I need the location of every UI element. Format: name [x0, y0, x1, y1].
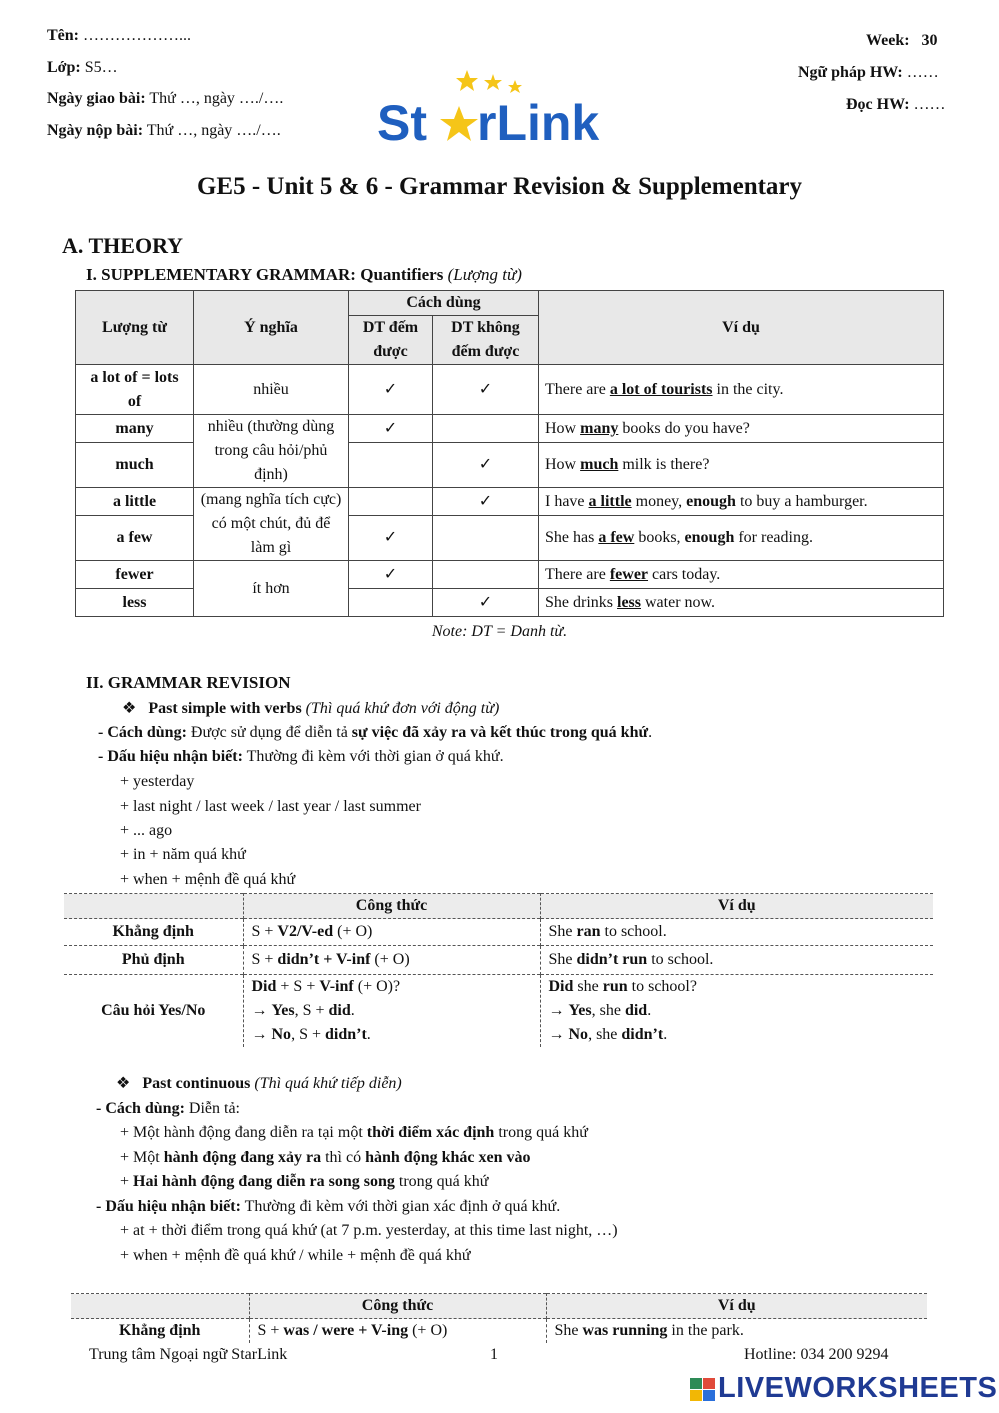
quantifier-example: I have a little money, enough to buy a hamburger.	[539, 488, 944, 516]
formula-cell: Did + S + V-inf (+ O)? → Yes, S + did. → No, S + didn’t.	[243, 975, 540, 1048]
example-cell: She ran to school.	[540, 919, 933, 946]
past-simple-table	[64, 893, 933, 1047]
quantifier-word: a little	[76, 488, 194, 516]
quantifier-example: How many books do you have?	[539, 415, 944, 443]
header-cach-dung: Cách dùng	[349, 291, 539, 316]
row-label: Khẳng định	[119, 1322, 201, 1339]
reading-hw-field: Đọc HW: ……	[846, 96, 946, 113]
footer-hotline: Hotline: 034 200 9294	[744, 1346, 889, 1363]
quantifier-word: many	[76, 415, 194, 443]
row-label: Phủ định	[121, 951, 185, 968]
sign-item: + last night / last week / last year / last summer	[120, 798, 421, 815]
section-a-heading: A. THEORY	[62, 233, 184, 258]
table-note: Note: DT = Danh từ.	[431, 623, 568, 640]
check-icon: ✓	[349, 561, 433, 589]
example-cell: Did she run to school? → Yes, she did. → No, she didn’t.	[540, 975, 933, 1048]
quantifier-word: fewer	[76, 561, 194, 589]
header-example: Ví dụ	[540, 894, 933, 919]
assign-date-field: Ngày giao bài: Thứ …, ngày …./….	[47, 90, 284, 107]
star-icon	[508, 80, 522, 93]
formula-cell: S + didn’t + V-inf (+ O)	[243, 946, 540, 975]
section-2-heading: II. GRAMMAR REVISION	[86, 673, 291, 692]
quantifiers-table	[75, 290, 944, 617]
grammar-hw-field: Ngữ pháp HW: ……	[798, 64, 939, 81]
quantifier-example: There are a lot of tourists in the city.	[539, 365, 944, 415]
quantifier-meaning: ít hơn	[194, 561, 349, 617]
header-example: Ví dụ	[546, 1294, 927, 1319]
use-item: + Hai hành động đang diễn ra song song trong quá khứ	[120, 1173, 489, 1190]
header-dt-dem: DT đếm được	[349, 316, 433, 365]
quantifier-example: How much milk is there?	[539, 443, 944, 488]
star-icon	[456, 70, 478, 91]
sign-item: + yesterday	[120, 773, 195, 790]
quantifier-word: a few	[76, 516, 194, 561]
check-icon: ✓	[349, 365, 433, 415]
quantifier-meaning: nhiều	[194, 365, 349, 415]
check-icon: ✓	[349, 415, 433, 443]
class-field: Lớp: S5…	[47, 59, 118, 76]
example-cell: She was running in the park.	[546, 1319, 927, 1344]
sign-item: + in + năm quá khứ	[120, 846, 246, 863]
formula-cell: S + was / were + V-ing (+ O)	[249, 1319, 546, 1344]
sign-item: + at + thời điểm trong quá khứ (at 7 p.m. yesterday, at this time last night, …)	[120, 1222, 618, 1239]
footer-center-name: Trung tâm Ngoại ngữ StarLink	[89, 1346, 288, 1363]
check-icon: ✓	[433, 443, 539, 488]
liveworksheets-watermark: LIVEWORKSHEETS	[718, 1372, 998, 1404]
past-continuous-signs: - Dấu hiệu nhận biết: Thường đi kèm với thời gian xác định ở quá khứ.	[96, 1198, 561, 1215]
past-continuous-use: - Cách dùng: Diễn tả:	[96, 1100, 240, 1117]
check-icon: ✓	[349, 516, 433, 561]
sign-item: + when + mệnh đề quá khứ	[120, 871, 296, 888]
header-y-nghia: Ý nghĩa	[194, 291, 349, 365]
section-1-heading: I. SUPPLEMENTARY GRAMMAR: Quantifiers (Lượng từ)	[86, 265, 522, 284]
page-number: 1	[490, 1346, 498, 1363]
sign-item: + when + mệnh đề quá khứ / while + mệnh đề quá khứ	[120, 1247, 471, 1264]
quantifier-meaning: nhiều (thường dùng trong câu hỏi/phủ định)	[194, 415, 349, 488]
page-title: GE5 - Unit 5 & 6 - Grammar Revision & Supplementary	[196, 173, 803, 200]
header-luong-tu: Lượng từ	[76, 291, 194, 365]
header-formula: Công thức	[249, 1294, 546, 1319]
use-item: + Một hành động đang diễn ra tại một thời điểm xác định trong quá khứ	[120, 1124, 588, 1141]
svg-text:St: St	[377, 95, 427, 148]
due-date-field: Ngày nộp bài: Thứ …, ngày …./….	[47, 122, 281, 139]
past-simple-use: - Cách dùng: Được sử dụng để diễn tả sự việc đã xảy ra và kết thúc trong quá khứ.	[98, 724, 653, 741]
check-icon: ✓	[433, 365, 539, 415]
row-label: Câu hỏi Yes/No	[101, 1002, 206, 1019]
past-continuous-title: ❖ Past continuous (Thì quá khứ tiếp diễn)	[116, 1075, 402, 1092]
check-icon: ✓	[433, 488, 539, 516]
past-continuous-table	[71, 1293, 927, 1343]
quantifier-example: There are fewer cars today.	[539, 561, 944, 589]
star-icon	[440, 106, 478, 141]
bullet-icon: ❖	[116, 1075, 131, 1092]
liveworksheets-logo-icon	[690, 1378, 716, 1402]
row-label: Khẳng định	[112, 923, 194, 940]
check-icon: ✓	[433, 589, 539, 617]
sign-item: + ... ago	[120, 822, 173, 839]
quantifier-word: less	[76, 589, 194, 617]
past-simple-title: ❖ Past simple with verbs (Thì quá khứ đơn với động từ)	[122, 700, 500, 717]
example-cell: She didn’t run to school.	[540, 946, 933, 975]
starlink-logo	[375, 68, 625, 148]
quantifier-word: much	[76, 443, 194, 488]
name-field: Tên: ………………...	[47, 27, 191, 44]
star-icon	[484, 74, 502, 90]
quantifier-example: She drinks less water now.	[539, 589, 944, 617]
bullet-icon: ❖	[122, 700, 137, 717]
header-dt-khong: DT không đếm được	[433, 316, 539, 365]
svg-text:rLink: rLink	[477, 95, 600, 148]
quantifier-example: She has a few books, enough for reading.	[539, 516, 944, 561]
quantifier-word: a lot of = lots of	[76, 365, 194, 415]
formula-cell: S + V2/V-ed (+ O)	[243, 919, 540, 946]
header-formula: Công thức	[243, 894, 540, 919]
header-vi-du: Ví dụ	[539, 291, 944, 365]
past-simple-signs: - Dấu hiệu nhận biết: Thường đi kèm với thời gian ở quá khứ.	[98, 748, 504, 765]
week-field: Week: 30	[866, 32, 938, 49]
use-item: + Một hành động đang xảy ra thì có hành động khác xen vào	[120, 1149, 531, 1166]
quantifier-meaning: (mang nghĩa tích cực) có một chút, đủ để làm gì	[194, 488, 349, 561]
